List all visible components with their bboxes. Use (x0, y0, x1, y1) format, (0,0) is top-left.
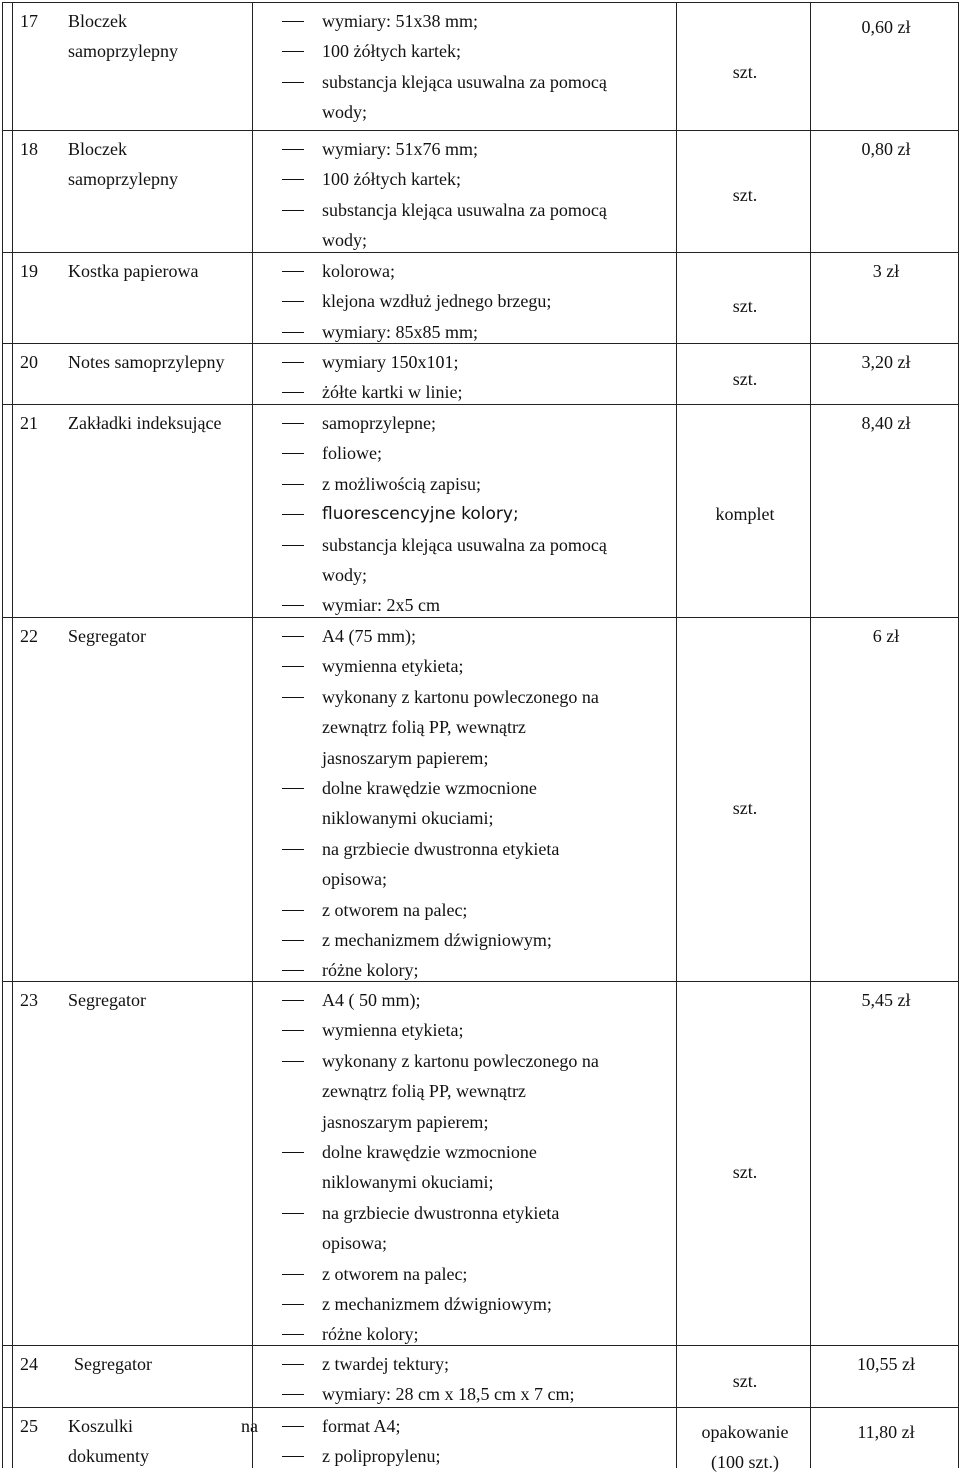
description-text: z otworem na palec; (322, 899, 468, 920)
item-price: 3,20 zł (861, 352, 911, 372)
dash-icon (282, 1394, 304, 1395)
description-bullet (282, 530, 677, 591)
dash-icon (282, 1426, 304, 1427)
dash-icon (282, 1456, 304, 1457)
dash-icon (282, 1213, 304, 1214)
description-bullet (282, 1289, 677, 1319)
description-text: dolne krawędzie wzmocnione niklowanymi okuciami; (322, 778, 537, 829)
dash-icon (282, 51, 304, 52)
description-text: A4 ( 50 mm); (322, 990, 421, 1010)
item-name-line: Segregator (68, 990, 146, 1010)
description-bullet (282, 1198, 677, 1259)
item-unit: szt. (732, 798, 758, 818)
description-text: kolorowa; (322, 261, 395, 281)
dash-icon (282, 82, 304, 83)
dash-icon (282, 514, 304, 515)
column-divider (252, 2, 253, 1468)
description-text: wymienna etykieta; (322, 656, 464, 677)
item-name-line: Kostka papierowa (68, 261, 199, 281)
description-text: z twardej tektury; (322, 1354, 449, 1374)
description-text: wymiary: 28 cm x 18,5 cm x 7 cm; (322, 1384, 575, 1405)
description-text: klejona wzdłuż jednego brzegu; (322, 291, 552, 312)
table-row (2, 130, 958, 252)
description-text: format A4; (322, 1416, 401, 1436)
description-text: substancja klejąca usuwalna za pomocą wody; (322, 199, 607, 251)
item-price: 8,40 zł (861, 413, 911, 433)
description-bullet (282, 1349, 677, 1379)
description-bullet (282, 438, 677, 468)
item-name-line: Bloczek (68, 139, 127, 159)
item-unit: szt. (732, 62, 758, 82)
item-unit: szt. (732, 1162, 758, 1182)
dash-icon (282, 423, 304, 424)
description-text: wymiary: 51x38 mm; (322, 11, 478, 31)
dash-icon (282, 1000, 304, 1001)
item-price: 0,80 zł (861, 139, 911, 159)
description-text: substancja klejąca usuwalna za pomocą wody; (322, 71, 607, 123)
item-number: 20 (20, 352, 38, 372)
dash-icon (282, 362, 304, 363)
item-description (282, 1411, 677, 1472)
item-unit: komplet (715, 504, 775, 524)
item-name (68, 408, 258, 438)
description-bullet (282, 985, 677, 1015)
description-bullet (282, 895, 677, 925)
item-number: 17 (20, 11, 38, 31)
row-divider (2, 2, 958, 3)
dash-icon (282, 1304, 304, 1305)
item-name (68, 134, 258, 195)
dash-icon (282, 970, 304, 971)
description-bullet (282, 1411, 677, 1441)
dash-icon (282, 849, 304, 850)
item-price: 11,80 zł (857, 1422, 915, 1442)
item-number: 24 (20, 1354, 38, 1374)
item-name (74, 1349, 264, 1379)
description-text: różne kolory; (322, 1324, 419, 1345)
item-name (68, 985, 258, 1015)
description-bullet (282, 408, 677, 438)
table-row (2, 252, 958, 343)
item-description (282, 347, 677, 408)
table-row (2, 2, 958, 130)
item-description (282, 408, 677, 621)
table-row (2, 404, 958, 617)
item-name (68, 347, 258, 377)
description-bullet (282, 164, 677, 194)
item-name (68, 6, 258, 67)
description-bullet (282, 1137, 677, 1198)
description-text: z otworem na palec; (322, 1263, 468, 1284)
row-divider (2, 981, 958, 982)
item-number: 25 (20, 1416, 38, 1436)
description-bullet (282, 134, 677, 164)
item-price: 0,60 zł (861, 17, 911, 37)
row-divider (2, 404, 958, 405)
dash-icon (282, 210, 304, 211)
dash-icon (282, 21, 304, 22)
dash-icon (282, 1334, 304, 1335)
row-divider (2, 252, 958, 253)
description-text: wymiary: 51x76 mm; (322, 139, 478, 159)
description-bullet (282, 621, 677, 651)
column-divider (12, 2, 13, 1468)
description-text: A4 (75 mm); (322, 626, 416, 646)
description-text: różne kolory; (322, 960, 419, 981)
description-text: z polipropylenu; (322, 1446, 441, 1467)
description-bullet (282, 834, 677, 895)
description-bullet (282, 651, 677, 681)
dash-icon (282, 484, 304, 485)
table-row (2, 1407, 958, 1473)
item-number: 19 (20, 261, 38, 281)
item-name (68, 1411, 258, 1472)
table-row (2, 617, 958, 981)
item-name-line: Segregator (68, 626, 146, 646)
item-unit: szt. (732, 369, 758, 389)
dash-icon (282, 697, 304, 698)
dash-icon (282, 453, 304, 454)
description-bullet (282, 347, 677, 377)
description-text: fluorescencyjne kolory; (322, 504, 519, 525)
item-name-line: Bloczek (68, 11, 127, 31)
description-text: wymiar: 2x5 cm (322, 595, 440, 616)
description-text: z mechanizmem dźwigniowym; (322, 1294, 552, 1315)
dash-icon (282, 788, 304, 789)
item-name-line: Zakładki indeksujące (68, 413, 222, 433)
description-bullet (282, 6, 677, 36)
item-description (282, 256, 677, 347)
dash-icon (282, 149, 304, 150)
description-text: wymienna etykieta; (322, 1020, 464, 1041)
table-row (2, 1345, 958, 1407)
dash-icon (282, 605, 304, 606)
description-bullet (282, 1379, 677, 1409)
item-name-line: Koszulki na (68, 1416, 258, 1436)
description-bullet (282, 256, 677, 286)
item-number: 21 (20, 413, 38, 433)
item-name-line: Segregator (74, 1354, 152, 1374)
description-text: dolne krawędzie wzmocnione niklowanymi okuciami; (322, 1142, 537, 1193)
dash-icon (282, 666, 304, 667)
description-text: 100 żółtych kartek; (322, 169, 461, 190)
description-text: wykonany z kartonu powleczonego na zewnątrz folią PP, wewnątrz jasnoszarym papierem; (322, 686, 599, 768)
row-divider (2, 617, 958, 618)
item-price: 10,55 zł (857, 1354, 915, 1374)
description-bullet (282, 499, 677, 529)
dash-icon (282, 301, 304, 302)
dash-icon (282, 1030, 304, 1031)
item-name-line: samoprzylepny (68, 41, 178, 62)
description-bullet (282, 925, 677, 955)
description-text: wykonany z kartonu powleczonego na zewnątrz folią PP, wewnątrz jasnoszarym papierem; (322, 1050, 599, 1132)
dash-icon (282, 179, 304, 180)
item-name-line: dokumenty (68, 1446, 149, 1467)
description-text: substancja klejąca usuwalna za pomocą wody; (322, 534, 607, 586)
table-row (2, 343, 958, 404)
item-price: 5,45 zł (861, 990, 911, 1010)
dash-icon (282, 1274, 304, 1275)
dash-icon (282, 1364, 304, 1365)
description-text: z mechanizmem dźwigniowym; (322, 930, 552, 951)
description-bullet (282, 67, 677, 128)
item-name (68, 621, 258, 651)
description-bullet (282, 1441, 677, 1471)
dash-icon (282, 392, 304, 393)
table-row (2, 981, 958, 1345)
column-divider (958, 2, 959, 1468)
description-bullet (282, 36, 677, 66)
item-description (282, 1349, 677, 1410)
item-description (282, 621, 677, 986)
column-divider (676, 2, 677, 1468)
description-text: wymiary 150x101; (322, 352, 459, 372)
item-description (282, 985, 677, 1350)
description-text: na grzbiecie dwustronna etykieta opisowa; (322, 1202, 560, 1254)
item-unit: szt. (732, 296, 758, 316)
item-name-line: samoprzylepny (68, 169, 178, 190)
description-bullet (282, 1015, 677, 1045)
dash-icon (282, 910, 304, 911)
description-text: żółte kartki w linie; (322, 382, 463, 403)
item-number: 23 (20, 990, 38, 1010)
description-text: samoprzylepne; (322, 413, 436, 433)
dash-icon (282, 940, 304, 941)
description-bullet (282, 286, 677, 316)
description-text: 100 żółtych kartek; (322, 41, 461, 62)
dash-icon (282, 636, 304, 637)
description-text: foliowe; (322, 443, 382, 464)
item-number: 18 (20, 139, 38, 159)
description-bullet (282, 1046, 677, 1137)
description-bullet (282, 682, 677, 773)
description-bullet (282, 469, 677, 499)
dash-icon (282, 1152, 304, 1153)
row-divider (2, 130, 958, 131)
item-unit: szt. (732, 1371, 758, 1391)
description-text: z możliwością zapisu; (322, 473, 481, 494)
dash-icon (282, 271, 304, 272)
row-divider (2, 1345, 958, 1346)
dash-icon (282, 1061, 304, 1062)
description-text: wymiary: 85x85 mm; (322, 321, 478, 342)
row-divider (2, 1407, 958, 1408)
item-unit: szt. (732, 185, 758, 205)
description-text: na grzbiecie dwustronna etykieta opisowa; (322, 838, 560, 890)
description-bullet (282, 773, 677, 834)
row-divider (2, 343, 958, 344)
item-description (282, 6, 677, 128)
description-bullet (282, 1259, 677, 1289)
item-price: 6 zł (872, 626, 900, 646)
column-divider (2, 2, 3, 1468)
item-number: 22 (20, 626, 38, 646)
item-description (282, 134, 677, 256)
item-price: 3 zł (872, 261, 900, 281)
item-unit: opakowanie (100 szt.) (701, 1422, 789, 1473)
dash-icon (282, 545, 304, 546)
item-name-line: Notes samoprzylepny (68, 352, 225, 372)
description-bullet (282, 195, 677, 256)
item-name (68, 256, 258, 286)
column-divider (810, 2, 811, 1468)
dash-icon (282, 332, 304, 333)
